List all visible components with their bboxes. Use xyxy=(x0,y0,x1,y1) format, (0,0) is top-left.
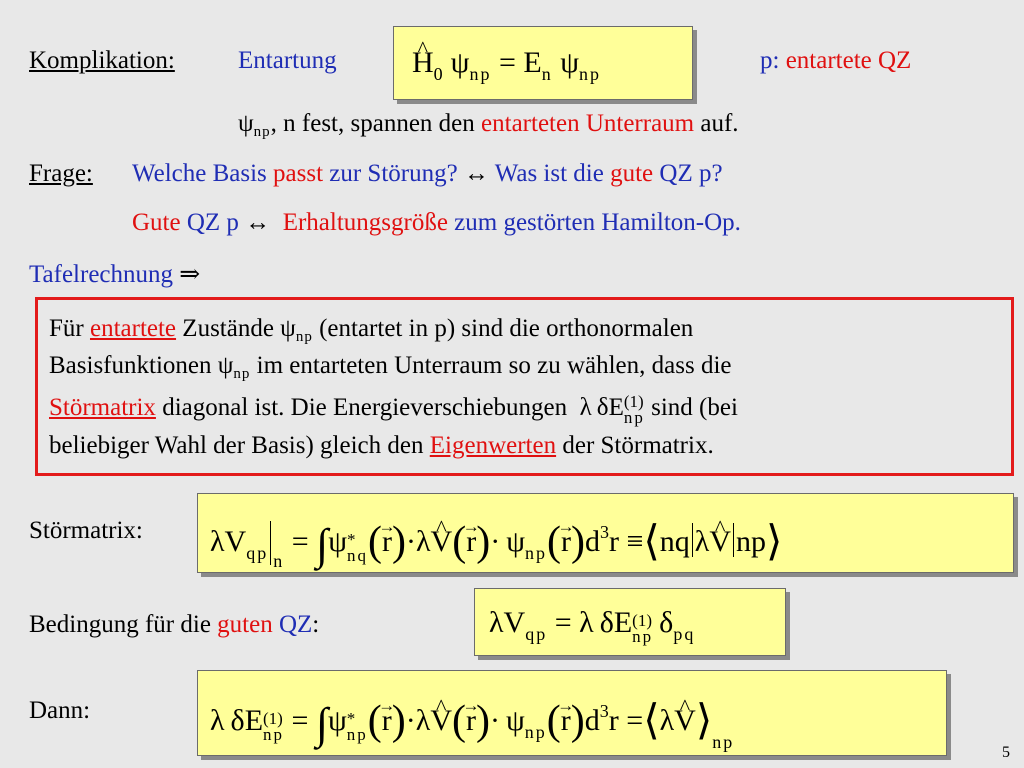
schroedinger-equation: ^ $H_0$ $\psi_{np} = E_n$ $\psi_{np}$ xyxy=(412,45,601,92)
bedingung-label: Bedingung für die guten QZ: xyxy=(29,611,320,638)
box-line-2: Basisfunktionen $\psi_{np}$ im entarteten Unterraum so zu wählen, dass die xyxy=(49,352,732,382)
stoermatrix-label: Störmatrix: xyxy=(29,517,143,544)
energy-shift-symbol: λ δE (1) np xyxy=(579,392,645,427)
dann-label: Dann: xyxy=(29,697,91,724)
komplikation-label: Komplikation: xyxy=(29,47,175,74)
unterraum-line: $\psi_{np}$, n fest, spannen den entarteten Unterraum auf. xyxy=(238,110,739,140)
dann-equation: λ δE (1) np = ∫ψ * np (→ r)·λ^ $V(\to r)\cdot \psi_{np}(\to r)d^3r$ =⟨λ^ $V⟩_{np}$ xyxy=(210,693,734,760)
frage-question: Welche Basis passt zur Störung? ↔ Was ist die gute QZ p? xyxy=(132,160,723,187)
box-line-1: Für entartete Zustände $\psi_{np}$ (entartet in p) sind die orthonormalen xyxy=(49,315,694,345)
bedingung-equation: $\lambda V_{qp} = \lambda$ δE (1) np $\delta_{pq}$ xyxy=(489,606,696,646)
p-label: p: entartete QZ xyxy=(760,47,912,74)
double-arrow-icon: ↔ xyxy=(463,160,489,187)
definition-box xyxy=(35,297,1014,476)
page-number: 5 xyxy=(1002,744,1010,761)
entartung-text: Entartung xyxy=(238,47,337,74)
box-line-4: beliebiger Wahl der Basis) gleich den Eigenwerten der Störmatrix. xyxy=(49,432,714,459)
schroedinger-equation-box xyxy=(393,26,693,100)
box-line-3: Störmatrix diagonal ist. Die Energieverschiebungen λ δE (1) np sind (bei xyxy=(49,392,738,427)
bedingung-equation-box xyxy=(474,588,786,656)
stoermatrix-equation-box xyxy=(197,493,1014,573)
stoermatrix-equation: $\lambda V_{qp}$ $_n$ = ∫ψ * nq (→ r)·λ^ $V(\to r)\cdot \psi_{np}(\to r)d^3r$ ≡⟨nq λ^ V np⟩ xyxy=(210,514,782,579)
implies-arrow-icon: ⇒ xyxy=(179,261,201,288)
gute-qz-line: Gute QZ p ↔ Erhaltungsgröße zum gestörten Hamilton-Op. xyxy=(132,209,741,236)
dann-equation-box xyxy=(197,670,947,756)
double-arrow-icon: ↔ xyxy=(245,209,271,236)
tafelrechnung: Tafelrechnung ⇒ xyxy=(29,261,201,288)
frage-label: Frage: xyxy=(29,160,93,187)
